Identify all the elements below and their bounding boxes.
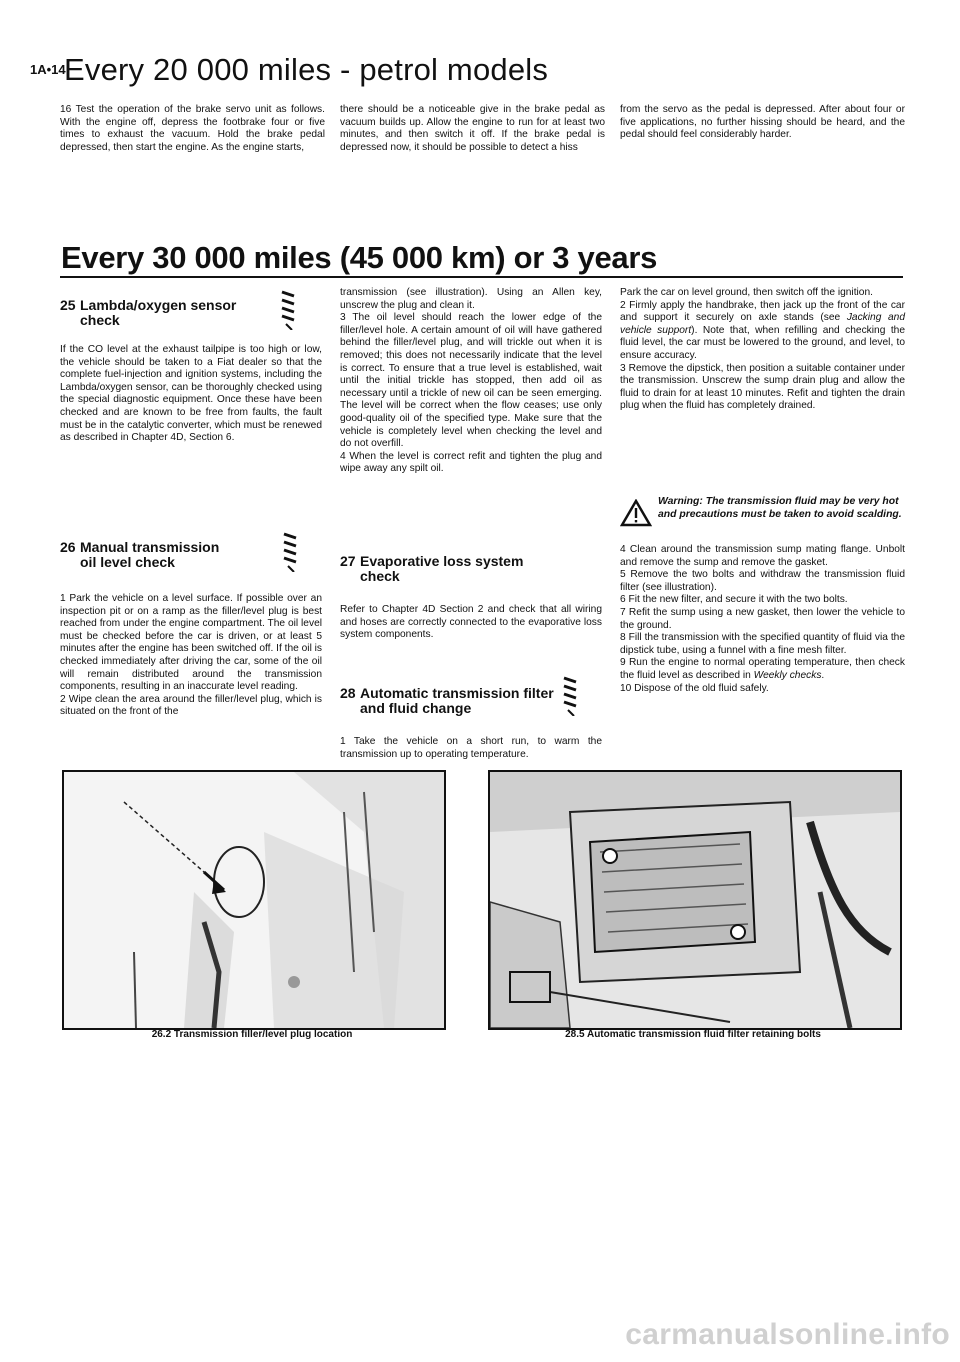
section-title: Every 30 000 miles (45 000 km) or 3 years [61,240,658,275]
warning-text: Warning: The transmission fluid may be very hot and precautions must be taken to avoid scalding. [658,496,902,520]
section-rule [60,276,903,278]
heading-25: 25 Lambda/oxygen sensor check [60,297,237,328]
text-25: If the CO level at the exhaust tailpipe is too high or low, the vehicle should be taken to a Fiat dealer so that the complete fuel-injection and ignition systems, including the Lambda/oxygen sensor, can be thoroughly checked using the special diagnostic equipment. Once these have been checked and are known to be free from faults, the fault must be in the catalytic converter, which must be renewed as described in Chapter 4D, Section 6. [60,344,322,444]
spanner-rating-icon [282,532,298,572]
text-26: 1 Park the vehicle on a level surface. If possible over an inspection pit or on a ramp as the filler/level plug is best reached from under the engine compartment. The oil level must be checked before the car is driven, or at least 5 minutes after the engine has been switched off. If the oil is checked immediately after driving the car, some of the oil will remain distributed around the transmission components, resulting in an inaccurate level reading. 2 Wipe clean the area around the filler/level plug, which is situated on the front of the [60,593,323,718]
caption-right: 28.5 Automatic transmission fluid filter retaining bolts [565,1029,821,1040]
watermark: carmanualsonline.info [625,1318,950,1351]
text-28-cont-a: Park the car on level ground, then switch off the ignition. 2 Firmly apply the handbrake, then jack up the front of the car and support it securely on axle stands (see Jacking and vehicle support). Note that, when refilling and checking the fluid level, the car must be lowered to the ground, and level, to ensure accuracy. 3 Remove the dipstick, then position a suitable container under the transmission. Unscrew the sump drain plug and allow the fluid to drain for at least 10 minutes. Refit and tighten the drain plug when the fluid has completely drained. [620,287,906,412]
heading-28: 28 Automatic transmission filter and fluid change [340,685,554,716]
top-text-col2: there should be a noticeable give in the brake pedal as vacuum builds up. Allow the engine to run for at least two minutes, and then switch it off. If the brake pedal is depressed now, it should be possible to detect a hiss [340,104,605,153]
page-number: 1A•14 [30,62,66,77]
heading-26: 26 Manual transmission oil level check [60,539,220,570]
spanner-rating-icon [280,290,296,330]
photo-filter-bolts [488,770,902,1030]
warning-triangle-icon [620,499,652,527]
page-heading: Every 20 000 miles - petrol models [64,52,549,87]
caption-left: 26.2 Transmission filler/level plug location [151,1029,353,1040]
photo-filler-plug [62,770,446,1030]
top-text-col1: 16 Test the operation of the brake servo unit as follows. With the engine off, depress the footbrake four or five times to exhaust the vacuum. Hold the brake pedal depressed, then start the engine. As the engine starts, [60,104,325,153]
heading-27: 27 Evaporative loss system check [340,553,524,584]
spanner-rating-icon [562,676,578,716]
top-text-col3: from the servo as the pedal is depressed. After about four or five applications, no further hissing should be heard, and the pedal should feel considerably harder. [620,104,905,141]
text-26-cont: transmission (see illustration). Using an Allen key, unscrew the plug and clean it. 3 The oil level should reach the lower edge of the filler/level hole. A certain amount of oil will have gathered behind the filler/level plug, and will trickle out when it is removed; this does not necessarily indicate that the level is correct. To ensure that a true level is established, wait until the initial trickle has stopped, then add oil as necessary until a trickle of new oil can be seen emerging. The level will be correct when the flow ceases; use only good-quality oil of the specified type. Make sure that the vehicle is completely level when checking the level and do not overfill. 4 When the level is correct refit and tighten the plug and wipe away any spilt oil. [340,287,602,475]
text-28-cont-b: 4 Clean around the transmission sump mating flange. Unbolt and remove the sump and remove the gasket. 5 Remove the two bolts and withdraw the transmission fluid filter (see illustration). 6 Fit the new filter, and secure it with the two bolts. 7 Refit the sump using a new gasket, then lower the vehicle to the ground. 8 Fill the transmission with the specified quantity of fluid via the dipstick tube, using a funnel with a fine mesh filter. 9 Run the engine to normal operating temperature, then check the fluid level as described in Weekly checks. 10 Dispose of the old fluid safely. [620,544,905,694]
text-27: Refer to Chapter 4D Section 2 and check that all wiring and hoses are correctly connected to the evaporative loss system components. [340,604,602,641]
text-28: 1 Take the vehicle on a short run, to warm the transmission up to operating temperature. [340,736,602,760]
